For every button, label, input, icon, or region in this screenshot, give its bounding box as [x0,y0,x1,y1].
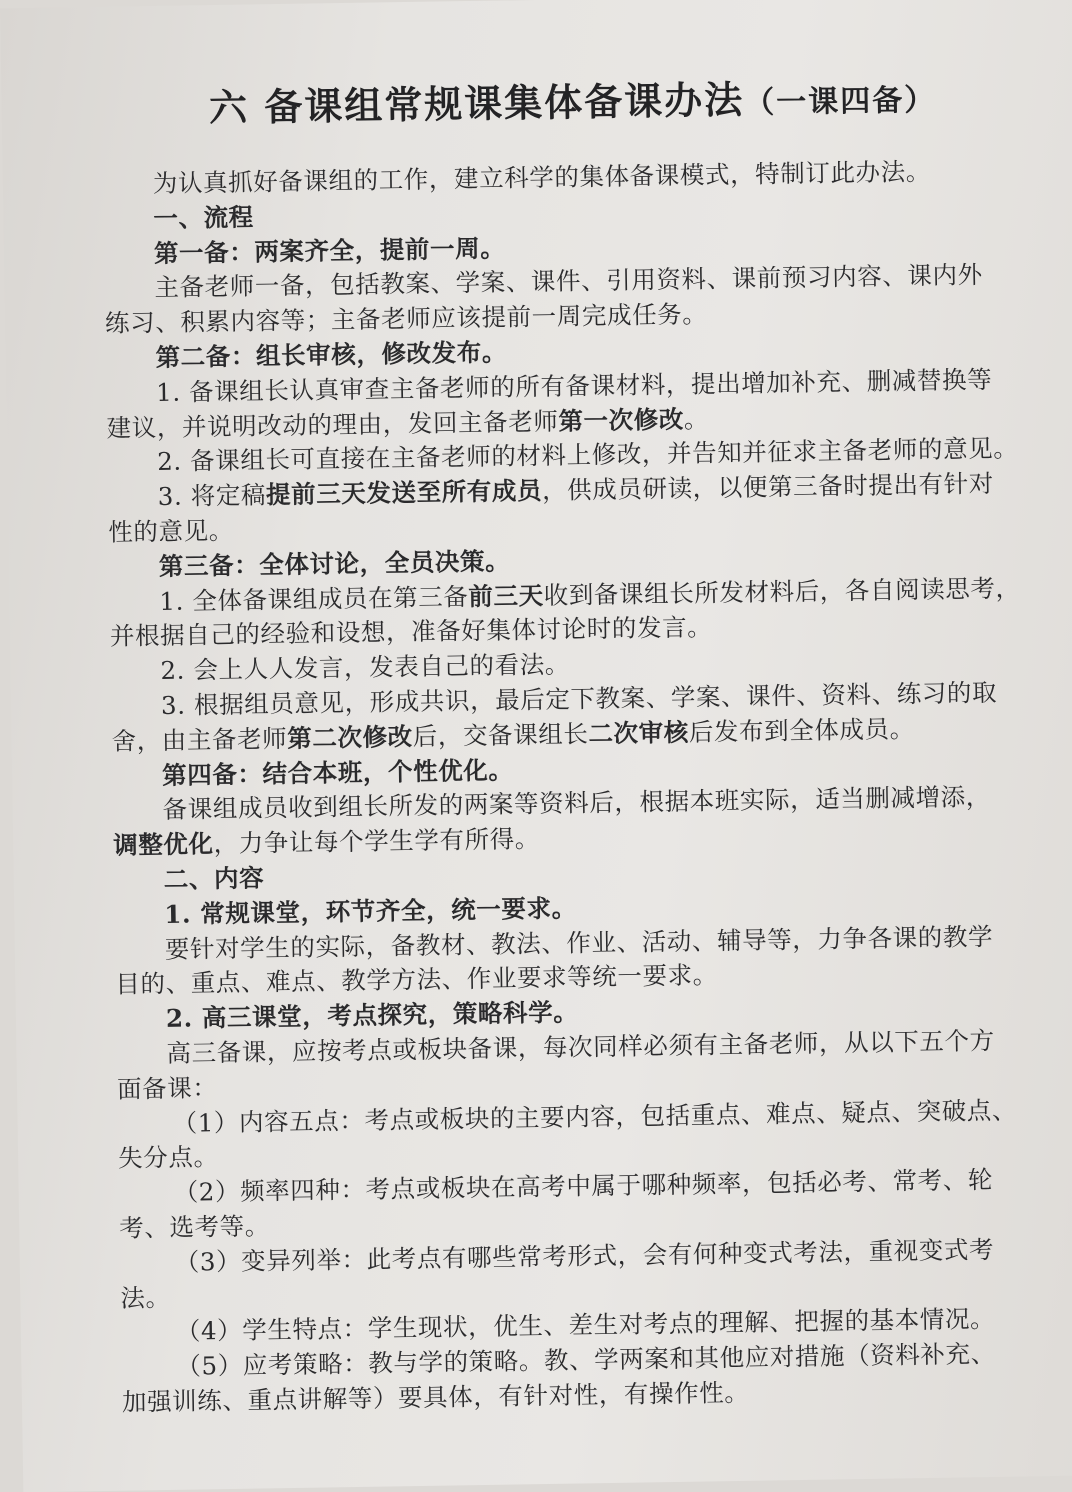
text-line: 要针对学生的实际，备教材、教法、作业、活动、辅导等，力争各课的教学 [164,921,994,964]
intro-paragraph: 为认真抓好备课组的工作，建立科学的集体备课模式，特制订此办法。 [152,156,932,199]
text-span: 。 [683,403,710,434]
text-span: ，力争让每个学生学有所得。 [213,824,541,859]
text-span: 舍，由主备老师 [111,723,288,756]
text-line: 备课组成员收到组长所发的两案等资料后，根据本班实际，适当删减增添， [162,782,992,825]
text-line: 加强训练、重点讲解等）要具体，有针对性，有操作性。 [121,1377,750,1417]
text-span: 后发布到全体成员。 [688,713,915,747]
text-line: 面备课： [116,1072,218,1104]
step2-heading: 第二备：组长审核，修改发布。 [155,337,508,373]
text-line: 主备老师一备，包括教案、学案、课件、引用资料、课前预习内容、课内外 [154,260,983,303]
text-line: 并根据自己的经验和设想，准备好集体讨论时的发言。 [109,612,713,652]
text-line: 2. 会上人人发言，发表自己的看法。 [160,649,571,686]
text-span: 收到备课组长所发材料后，各自阅读思考， [543,573,1021,610]
step3-heading: 第三备：全体讨论，全员决策。 [158,546,511,581]
text-span: 建议，并说明改动的理由，发回主备老师 [106,406,559,443]
text-line: 练习、积累内容等；主备老师应该提前一周完成任务。 [104,299,708,338]
text-line: 考、选考等。 [119,1211,271,1243]
section-heading-process: 一、流程 [153,202,255,233]
text-line: 3. 根据组员意见，形成共识，最后定下教案、学案、课件、资料、练习的取 [160,677,998,720]
text-span: 3. 将定稿 [157,480,267,512]
text-line: 性的意见。 [108,515,235,547]
text-line: 2. 备课组长可直接在主备老师的材料上修改，并告知并征求主备老师的意见。 [156,433,1019,477]
text-line: 目的、重点、难点、教学方法、作业要求等统一要求。 [115,960,718,1000]
emphasis-text: 提前三天发送至所有成员 [265,476,543,510]
title-paren: （一课四备） [743,82,937,121]
text-line: 法。 [120,1282,171,1313]
step1-heading: 第一备：两案齐全，提前一周。 [153,233,506,268]
emphasis-text: 调整优化 [112,829,214,860]
title-main: 六 备课组常规课集体备课办法 [208,76,745,131]
emphasis-text: 前三天 [468,580,544,611]
content2-heading: 2. 高三课堂，考点探究，策略科学。 [165,997,579,1034]
list-item: （3）变异列举：此考点有哪些常考形式，会有何种变式考法，重视变式考 [174,1234,995,1277]
emphasis-text: 二次审核 [588,717,690,749]
list-item: （2）频率四种：考点或板块在高考中属于哪种频率，包括必考、常考、轮 [173,1165,994,1207]
list-item: （5）应考策略：教与学的策略。教、学两案和其他应对措施（资料补充、 [176,1339,996,1381]
emphasis-text: 第二次修改 [287,721,413,753]
step4-heading: 第四备：结合本班，个性优化。 [161,754,514,790]
text-line: 1. 备课组长认真审查主备老师的所有备课材料，提出增加补充、删减替换等 [155,364,993,407]
text-span: 后，交备课组长 [412,719,589,751]
content1-heading: 1. 常规课堂，环节齐全，统一要求。 [164,893,577,929]
text-span: ，供成员研读，以便第三备时提出有针对 [541,469,995,506]
list-item: （1）内容五点：考点或板块的主要内容，包括重点、难点、疑点、突破点、 [172,1095,1018,1138]
text-span: 1. 全体备课组成员在第三备 [159,581,469,616]
page-title [141,65,1004,134]
list-item: （4）学生特点：学生现状，优生、差生对考点的理解、把握的基本情况。 [175,1304,996,1347]
emphasis-text: 第一次修改 [558,404,685,436]
text-line: 失分点。 [117,1142,219,1174]
text-line: 高三备课，应按考点或板块备课，每次同样必须有主备老师，从以下五个方 [166,1025,995,1068]
section-heading-content: 二、内容 [163,863,265,894]
